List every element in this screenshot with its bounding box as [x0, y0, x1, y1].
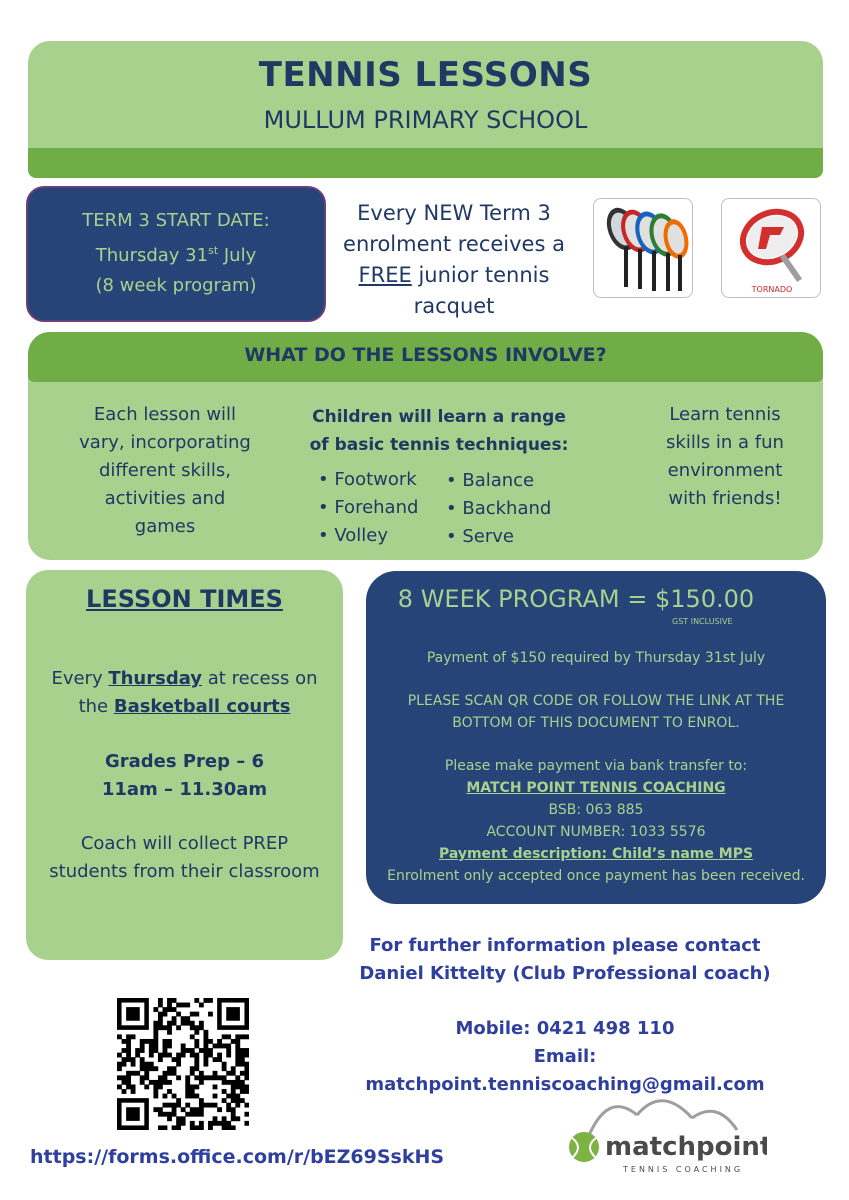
- involve-right-text: Learn tennis skills in a fun environment with friends!: [666, 404, 784, 509]
- lesson-times-heading: LESSON TIMES: [86, 585, 283, 613]
- enrol-form-link[interactable]: https://forms.office.com/r/bEZ69SskHS: [30, 1146, 445, 1168]
- bank-details: Please make payment via bank transfer to: MATCH POINT TENNIS COACHING BSB: 063 885 ACCOUNT NUMBER: 1033 5576 Payment description: Child’s name MPS Enrolment only accepted once payment has been received.: [387, 758, 805, 884]
- page-title: TENNIS LESSONS: [258, 55, 593, 95]
- svg-text:matchpoint: matchpoint: [605, 1132, 767, 1162]
- svg-text:TENNIS COACHING: TENNIS COACHING: [623, 1165, 744, 1174]
- term-start-box: [26, 186, 326, 322]
- lesson-grades-time: Grades Prep – 6 11am – 11.30am: [101, 751, 268, 800]
- matchpoint-logo: [567, 1080, 767, 1180]
- involve-left-text: Each lesson will vary, incorporating different skills, activities and games: [79, 404, 251, 537]
- techniques-list-1: [318, 466, 418, 550]
- involve-heading: WHAT DO THE LESSONS INVOLVE?: [244, 344, 607, 366]
- list-item: • Volley: [318, 525, 388, 546]
- tornado-racquet-image: [721, 198, 821, 298]
- header-accent-bar: [28, 148, 823, 178]
- school-name: MULLUM PRIMARY SCHOOL: [263, 106, 588, 134]
- list-item: • Footwork: [318, 469, 417, 490]
- list-item: • Serve: [446, 526, 514, 547]
- list-item: • Forehand: [318, 497, 419, 518]
- svg-text:TORNADO: TORNADO: [751, 285, 793, 294]
- techniques-list-2: [446, 467, 551, 551]
- lesson-schedule: Every Thursday at recess on the Basketball courts: [51, 668, 318, 717]
- term-start-date: Thursday 31st July: [95, 244, 257, 266]
- term-start-label: TERM 3 START DATE:: [82, 210, 270, 231]
- enrol-instructions: PLEASE SCAN QR CODE OR FOLLOW THE LINK AT THE BOTTOM OF THIS DOCUMENT TO ENROL.: [407, 693, 785, 731]
- contact-info: For further information please contact Daniel Kittelty (Club Professional coach): [359, 935, 771, 984]
- payment-due: Payment of $150 required by Thursday 31st July: [426, 650, 766, 666]
- racquets-image: [593, 198, 693, 298]
- list-item: • Balance: [446, 470, 535, 491]
- list-item: • Backhand: [446, 498, 552, 519]
- term-program-length: (8 week program): [95, 275, 257, 296]
- techniques-heading: Children will learn a range of basic tennis techniques:: [309, 407, 569, 455]
- contact-mobile: Mobile: 0421 498 110: [455, 1018, 675, 1039]
- contact-email-link[interactable]: Email: matchpoint.tenniscoaching@gmail.com: [365, 1046, 765, 1095]
- qr-code[interactable]: [117, 998, 249, 1130]
- free-racquet-promo: Every NEW Term 3 enrolment receives a FREE junior tennis racquet: [343, 201, 565, 318]
- gst-note: GST INCLUSIVE: [672, 617, 733, 626]
- coach-collect-note: Coach will collect PREP students from their classroom: [49, 833, 320, 882]
- price-heading: 8 WEEK PROGRAM = $150.00: [397, 585, 755, 613]
